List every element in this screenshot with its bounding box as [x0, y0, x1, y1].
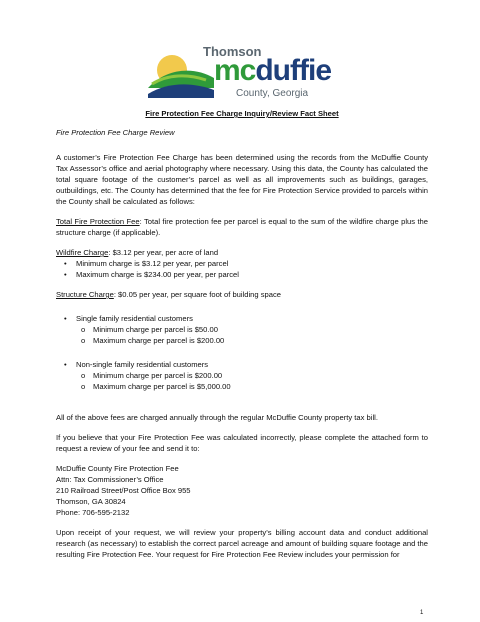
total-fee-text: : Total fire protection fee per parcel is equal to the sum of the wildfire charge plus the structure charge (if applicable). [56, 217, 428, 237]
logo-wordmark [214, 54, 331, 88]
total-fee-label: Total Fire Protection Fee [56, 217, 140, 226]
structure-label: Structure Charge [56, 290, 114, 299]
total-fee-paragraph [56, 216, 428, 238]
list-item: o Maximum charge per parcel is $200.00 [56, 335, 428, 346]
address-line: McDuffie County Fire Protection Fee [56, 464, 179, 473]
section-subtitle: Fire Protection Fee Charge Review [56, 128, 175, 137]
review-request-paragraph: If you believe that your Fire Protection Fee was calculated incorrectly, please complete the attached form to request a review of your fee and send it to: [56, 433, 428, 453]
list-item: o Minimum charge per parcel is $200.00 [56, 370, 428, 381]
structure-sublist [56, 324, 428, 346]
list-item [56, 313, 428, 346]
logo-duffie-text: duffie [255, 54, 332, 87]
page-title: Fire Protection Fee Charge Inquiry/Review Fact Sheet [145, 109, 339, 118]
page-number: 1 [420, 610, 424, 616]
mailing-address [56, 463, 428, 518]
address-line: Attn: Tax Commissioner’s Office [56, 475, 164, 484]
structure-text: : $0.05 per year, per square foot of building space [113, 290, 282, 299]
wildfire-paragraph [56, 247, 428, 258]
logo-thomson-text: Thomson [203, 44, 262, 59]
county-logo [148, 44, 348, 102]
address-line: Phone: 706-595-2132 [56, 508, 130, 517]
structure-list [56, 359, 428, 392]
list-item [56, 359, 428, 392]
logo-mc-text: mc [214, 54, 256, 87]
structure-sublist [56, 370, 428, 392]
structure-group-label: Single family residential customers [76, 314, 193, 323]
list-item: • Minimum charge is $3.12 per year, per parcel [56, 258, 428, 269]
wildfire-label: Wildfire Charge [56, 248, 109, 257]
logo-county-text: County, Georgia [236, 88, 309, 99]
closing-paragraph: Upon receipt of your request, we will review your property’s billing account data and conduct additional research (as necessary) to establish the correct parcel acreage and amount of building square footage and the resulting Fire Protection Fee. Your request for Fire Protection Fee Review includes your permission for [56, 528, 428, 559]
wildfire-list [56, 258, 428, 280]
wildfire-text: : $3.12 per year, per acre of land [108, 248, 219, 257]
document-body [56, 108, 428, 560]
structure-list [56, 313, 428, 346]
structure-paragraph [56, 289, 428, 300]
address-line: 210 Railroad Street/Post Office Box 955 [56, 486, 191, 495]
intro-paragraph: A customer’s Fire Protection Fee Charge has been determined using the records from the McDuffie County Tax Assessor’s office and aerial photography where necessary. Using this data, the County has calculated the total square footage of the customer’s parcel as well as all improvements such as buildings, garages, outbuildings, etc. The County has determined that the fee for Fire Protection Service provided to parcels within the County shall be calculated as follows: [56, 153, 428, 206]
address-line: Thomson, GA 30824 [56, 497, 126, 506]
structure-group-label: Non-single family residential customers [76, 360, 209, 369]
list-item: o Minimum charge per parcel is $50.00 [56, 324, 428, 335]
list-item: • Maximum charge is $234.00 per year, per parcel [56, 269, 428, 280]
list-item: o Maximum charge per parcel is $5,000.00 [56, 381, 428, 392]
annual-note: All of the above fees are charged annually through the regular McDuffie County property tax bill. [56, 413, 378, 422]
